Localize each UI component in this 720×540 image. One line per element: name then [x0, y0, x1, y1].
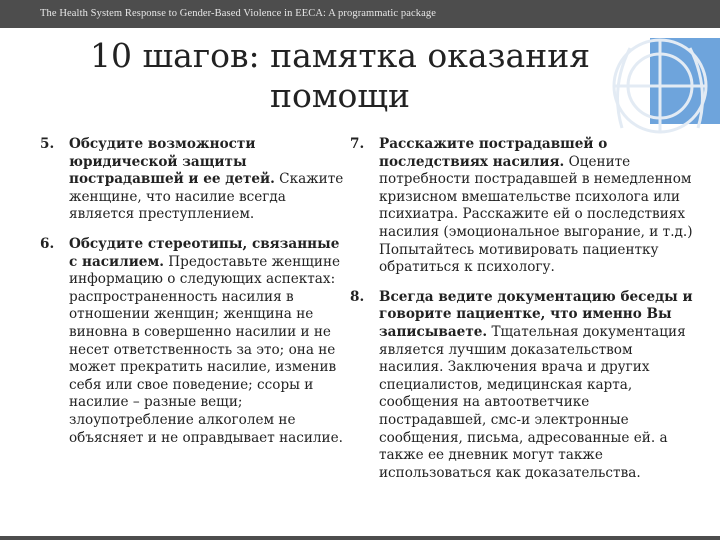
- list-item: [40, 236, 345, 447]
- title-line-1: 10 шагов: памятка оказания: [89, 36, 591, 75]
- title-line-2: помощи: [269, 76, 411, 115]
- item-heading: Всегда ведите документацию беседы и говорите пациентке, что именно Вы записываете.: [379, 288, 693, 340]
- item-number: 6.: [40, 235, 55, 252]
- item-number: 8.: [350, 288, 365, 305]
- item-text: Оцените потребности пострадавшей в немедленном кризисном вмешательстве психолога или психиатра. Расскажите ей о последствиях насилия (эмоциональное выгорание, и т.д.) Попытайтесь мотивировать пациентку обратиться к психологу.: [379, 153, 693, 276]
- right-column: [350, 136, 700, 494]
- item-text: Тщательная документация является лучшим доказательством насилия. Заключения врача и других специалистов, медицинская карта, сообщения на автоответчике пострадавшей, смс-и электронные сообщения, письма, адресованные ей. а также ее дневник могут также использоваться как доказательства.: [379, 323, 686, 481]
- list-item: [40, 136, 345, 224]
- left-column: [40, 136, 345, 459]
- header-text: The Health System Response to Gender-Based Violence in EECA: A programmatic package: [40, 8, 436, 19]
- header-bar: [0, 0, 720, 28]
- page-title: [40, 36, 640, 116]
- item-text: Скажите женщине, что насилие всегда является преступлением.: [69, 171, 344, 223]
- item-heading: Расскажите пострадавшей о последствиях насилия.: [379, 136, 608, 170]
- item-number: 7.: [350, 136, 365, 152]
- item-heading: Обсудите стереотипы, связанные с насилием.: [69, 235, 340, 270]
- item-number: 5.: [40, 136, 55, 152]
- footer-bar: [0, 536, 720, 540]
- list-item: [350, 289, 700, 483]
- item-heading: Обсудите возможности юридической защиты пострадавшей и ее детей.: [69, 136, 275, 188]
- item-text: Предоставьте женщине информацию о следующих аспектах: распространенность насилия в отношении женщин; женщина не виновна в совершенно насилии и не несет ответственность за это; она не может прекратить насилие, изменив себя или свое поведение; ссоры и насилие – разные вещи; злоупотребление алкоголем не объясняет и не оправдывает насилие.: [69, 253, 343, 446]
- list-item: [350, 136, 700, 277]
